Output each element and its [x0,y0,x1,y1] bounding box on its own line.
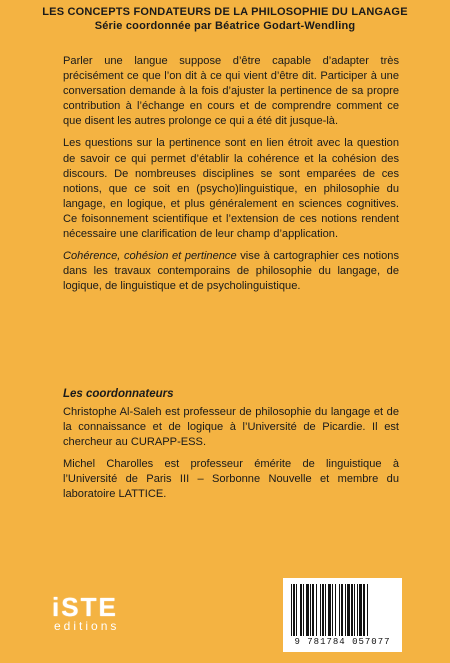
blurb-paragraph [63,249,399,294]
publisher-logo [52,594,147,634]
barcode-bar [303,584,304,636]
publisher-logo-sub: editions [54,619,120,633]
barcode-bar [347,584,350,636]
barcode-bar [291,584,292,636]
book-blurb [63,54,399,301]
barcode-bar [325,584,326,636]
barcode-bar [322,584,324,636]
barcode-bar [328,584,331,636]
barcode-bar [300,584,302,636]
barcode-bar [335,584,336,636]
barcode-bar [310,584,311,636]
barcode-bar [341,584,343,636]
barcode-bar [293,584,295,636]
barcode-bar [339,584,340,636]
barcode-bar [320,584,321,636]
publisher-logo-main: iSTE [52,592,118,622]
barcode-bar [367,584,368,636]
book-title-inline: Cohérence, cohésion et pertinence [63,250,237,263]
coordinators-heading: Les coordonnateurs [63,388,174,400]
coordinator-bio: Michel Charolles est professeur émérite de linguistique à l’Université de Paris III – Sorbonne Nouvelle et membre du laboratoire LATTICE. [63,458,399,501]
barcode-bar [359,584,362,636]
barcode-bar [306,584,309,636]
series-editor: Série coordonnée par Béatrice Godart-Wendling [94,20,356,32]
blurb-paragraph: Les questions sur la pertinence sont en lien étroit avec la question de savoir ce qui permet d’établir la cohérence et la cohésion des discours. De nombreuses disciplines se sont emparées de ces notions, que ce soit en (psycho)linguistique, en philosophie du langage, en logique, et plus généralement en sciences cognitives. Ce foisonnement scientifique et l’extension de ces notions rendent nécessaire une clarification de leur champ d’application. [63,137,399,241]
barcode-bar [332,584,333,636]
barcode-bars [289,584,396,636]
barcode-bar [312,584,314,636]
barcode-bar [345,584,346,636]
barcode-bar [316,584,317,636]
blurb-text: vise à cartographier ces notions dans les travaux contemporains de philosophie du langage, de logique, de linguistique et de psycholinguistique. [63,250,399,293]
barcode-bar [351,584,353,636]
blurb-paragraph: Parler une langue suppose d’être capable d’adapter très précisément ce que l’on dit à ce qui vient d’être dit. Participer à une conversation demande à la fois d’ajuster la pertinence de sa propre contribution à l’échange en cours et de comprendre comment ce que disent les autres prolonge ce qui a été dit jusque-là. [63,55,399,128]
coordinator-bio: Christophe Al-Saleh est professeur de philosophie du langage et de la connaissance et de logique à l’Université de Picardie. Il est chercheur au CURAPP-ESS. [63,406,399,449]
barcode-bar [354,584,355,636]
isbn-barcode [283,578,402,652]
barcode-bar [363,584,365,636]
barcode-bar [357,584,358,636]
cover-header [0,5,450,33]
barcode-bar [296,584,297,636]
book-series-title: LES CONCEPTS FONDATEURS DE LA PHILOSOPHIE DU LANGAGE [42,6,408,18]
isbn-number: 9 781784 057077 [294,637,391,647]
coordinators-bios [63,405,399,510]
